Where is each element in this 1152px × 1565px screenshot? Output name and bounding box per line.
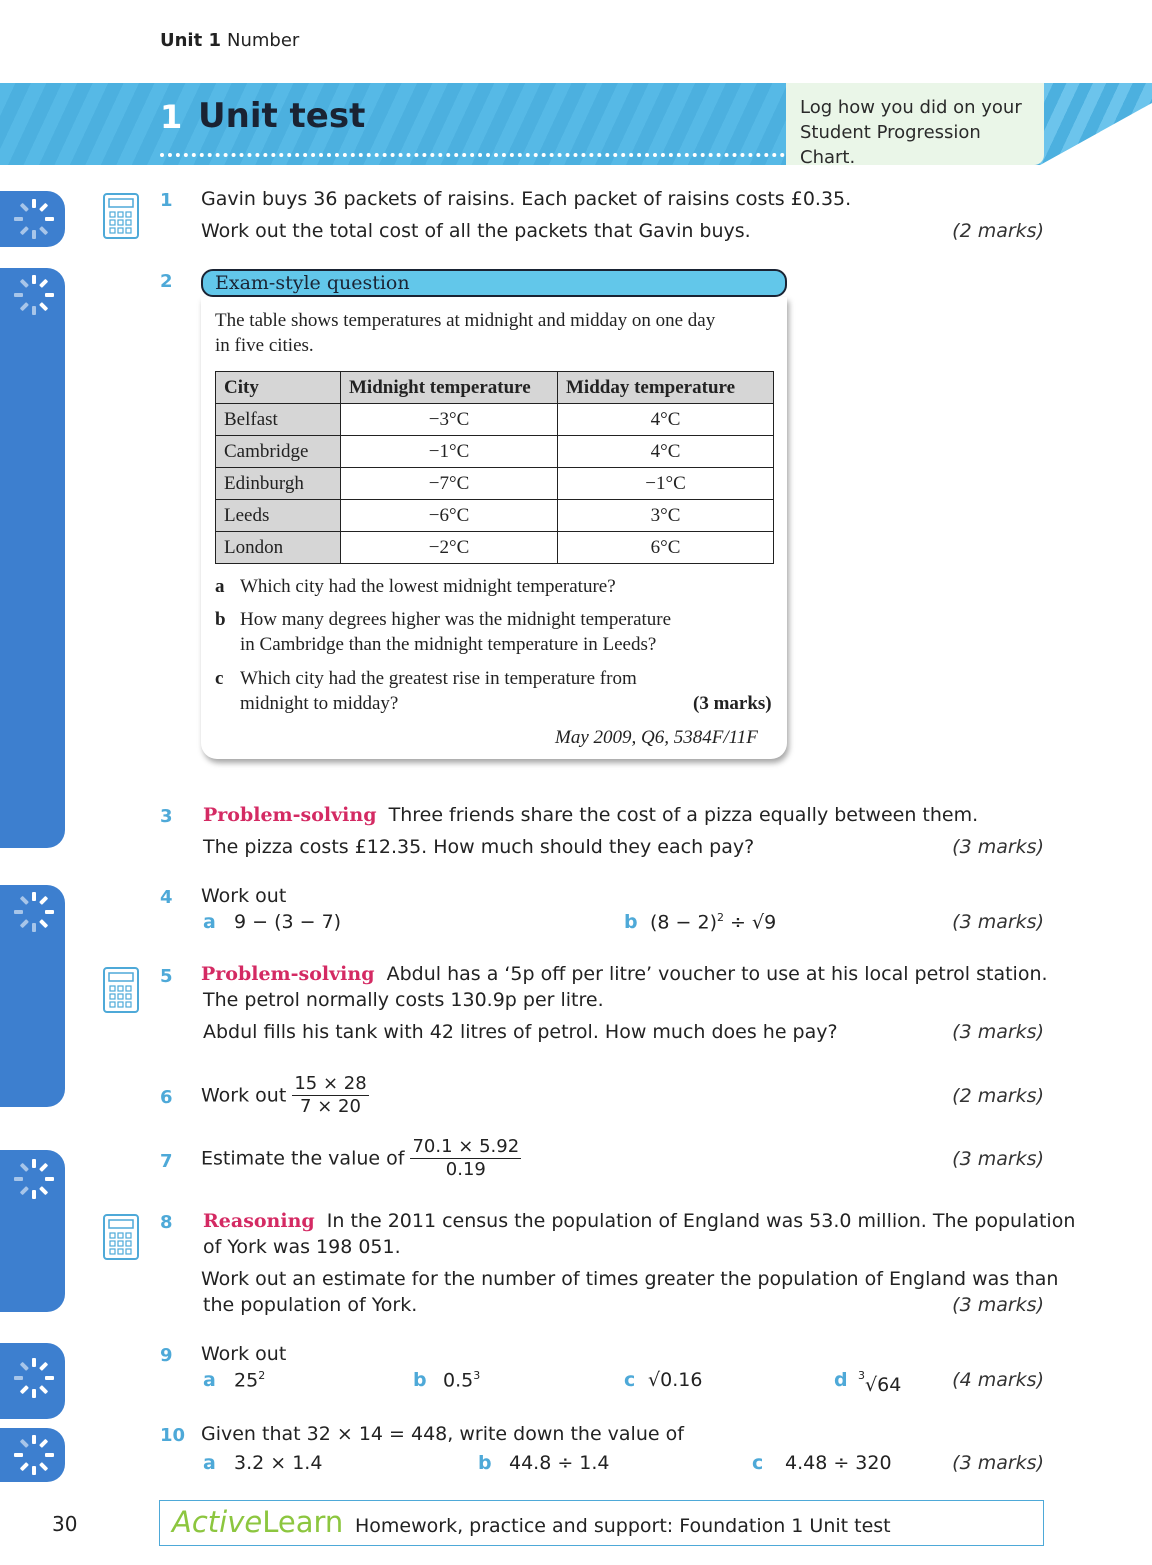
expression-base: 0.5 (443, 1369, 474, 1392)
marks-label: (3 marks) (952, 1294, 1044, 1316)
question-text: Which city had the lowest midnight temperature? (240, 576, 616, 597)
midnight-cell: −3°C (341, 404, 558, 436)
city-cell: Belfast (216, 404, 341, 436)
part-label: b (624, 911, 638, 933)
city-cell: Leeds (216, 500, 341, 532)
root-index: 3 (858, 1369, 865, 1382)
activelearn-text: Homework, practice and support: Foundation 1 Unit test (355, 1515, 891, 1537)
progress-spinner-icon (12, 1157, 56, 1201)
calculator-icon (103, 1214, 139, 1260)
exponent: 2 (258, 1369, 266, 1382)
table-row (216, 436, 774, 468)
question-text: Work out (201, 1343, 287, 1365)
midday-cell: 3°C (558, 500, 774, 532)
question-text: Work out an estimate for the number of times greater the population of England was than (201, 1268, 1059, 1290)
question-text: The pizza costs £12.35. How much should they each pay? (203, 836, 755, 858)
marks-label: (2 marks) (952, 1085, 1044, 1107)
question-text: in five cities. (215, 335, 314, 356)
question-text: Three friends share the cost of a pizza equally between them. (388, 804, 979, 826)
question-number: 2 (160, 271, 173, 292)
part-label: c (624, 1369, 636, 1391)
question-line (201, 1136, 521, 1181)
expression (443, 1369, 480, 1391)
midnight-cell: −1°C (341, 436, 558, 468)
question-text: Estimate the value of (201, 1147, 405, 1170)
midnight-cell: −7°C (341, 468, 558, 500)
table-header-row (216, 372, 774, 404)
city-cell: Cambridge (216, 436, 341, 468)
question-text: Abdul fills his tank with 42 litres of petrol. How much does he pay? (203, 1021, 838, 1043)
expression: √0.16 (648, 1369, 703, 1391)
denominator: 7 × 20 (300, 1096, 361, 1117)
fraction (410, 1136, 521, 1181)
question-line (203, 804, 978, 826)
running-head (160, 30, 299, 51)
question-text: midnight to midday? (240, 693, 399, 714)
expression-rest: ÷ √9 (724, 911, 777, 934)
reasoning-tag: Reasoning (203, 1210, 315, 1232)
midday-cell: 6°C (558, 532, 774, 564)
question-number: 3 (160, 806, 173, 827)
section-number: 1 (160, 98, 183, 136)
header-band-stripes (1040, 83, 1152, 165)
question-text: The table shows temperatures at midnight and midday on one day (215, 310, 716, 331)
difficulty-tab (0, 268, 65, 848)
activelearn-banner[interactable] (159, 1500, 1044, 1546)
city-cell: Edinburgh (216, 468, 341, 500)
city-cell: London (216, 532, 341, 564)
question-number: 7 (160, 1151, 173, 1172)
question-number: 9 (160, 1345, 173, 1366)
exponent: 2 (717, 911, 725, 924)
part-label: a (203, 1452, 216, 1474)
part-label: a (215, 576, 225, 597)
table-row (216, 404, 774, 436)
fraction (292, 1073, 368, 1118)
calculator-icon (103, 967, 139, 1013)
expression-base: √64 (865, 1374, 902, 1396)
question-text: The petrol normally costs 130.9p per litre. (203, 989, 604, 1011)
question-text: Abdul has a ‘5p off per litre’ voucher to use at his local petrol station. (386, 963, 1048, 985)
brand-learn: Learn (262, 1505, 344, 1539)
part-label: d (834, 1369, 848, 1391)
temperature-table (215, 371, 774, 564)
question-text: How many degrees higher was the midnight temperature (240, 609, 672, 630)
numerator: 70.1 × 5.92 (412, 1136, 520, 1157)
question-line (203, 1210, 1075, 1232)
page-title: Unit test (198, 96, 366, 136)
question-text: Given that 32 × 14 = 448, write down the value of (201, 1423, 684, 1445)
part-label: b (215, 609, 226, 630)
question-text: Work out the total cost of all the packets that Gavin buys. (201, 220, 751, 242)
expression-base: 25 (234, 1369, 259, 1392)
question-text: the population of York. (203, 1294, 418, 1316)
progress-spinner-icon (12, 1433, 56, 1477)
running-head-title: Number (227, 30, 300, 51)
marks-label: (4 marks) (952, 1369, 1044, 1391)
exponent: 3 (473, 1369, 481, 1382)
progress-spinner-icon (12, 1356, 56, 1400)
part-label: c (215, 668, 224, 689)
marks-label: (3 marks) (693, 693, 772, 714)
page-number: 30 (52, 1512, 78, 1536)
column-header: Midnight temperature (341, 372, 558, 404)
question-number: 5 (160, 966, 173, 987)
question-line (201, 1073, 369, 1118)
question-text: Work out (201, 885, 287, 907)
part-label: b (478, 1452, 492, 1474)
question-number: 6 (160, 1087, 173, 1108)
question-number: 1 (160, 190, 173, 211)
marks-label: (3 marks) (952, 1021, 1044, 1043)
midday-cell: 4°C (558, 436, 774, 468)
progress-spinner-icon (12, 197, 56, 241)
exam-question-heading: Exam-style question (201, 269, 787, 297)
expression (650, 911, 776, 933)
expression: 9 − (3 − 7) (234, 911, 342, 933)
problem-solving-tag: Problem-solving (203, 804, 377, 826)
progression-note: Log how you did on your Student Progression Chart. (786, 83, 1044, 165)
marks-label: (3 marks) (952, 911, 1044, 933)
midnight-cell: −2°C (341, 532, 558, 564)
midnight-cell: −6°C (341, 500, 558, 532)
dotted-divider (160, 153, 785, 157)
question-number: 4 (160, 887, 173, 908)
denominator: 0.19 (445, 1159, 486, 1180)
progress-spinner-icon (12, 890, 56, 934)
question-text: Which city had the greatest rise in temperature from (240, 668, 637, 689)
expression (234, 1369, 265, 1391)
marks-label: (3 marks) (952, 836, 1044, 858)
midday-cell: 4°C (558, 404, 774, 436)
part-label: c (752, 1452, 764, 1474)
question-line (201, 963, 1048, 985)
part-label: a (203, 911, 216, 933)
question-text: In the 2011 census the population of England was 53.0 million. The population (326, 1210, 1076, 1232)
question-text: in Cambridge than the midnight temperature in Leeds? (240, 634, 657, 655)
question-text: Gavin buys 36 packets of raisins. Each packet of raisins costs £0.35. (201, 188, 852, 210)
running-head-unit: Unit 1 (160, 30, 221, 51)
marks-label: (2 marks) (952, 220, 1044, 242)
question-number: 8 (160, 1212, 173, 1233)
expression: 3.2 × 1.4 (234, 1452, 323, 1474)
calculator-icon (103, 193, 139, 239)
activelearn-logo (172, 1505, 343, 1539)
question-text: Work out (201, 1084, 287, 1107)
brand-active: Active (172, 1505, 263, 1539)
question-text: of York was 198 051. (203, 1236, 401, 1258)
column-header: City (216, 372, 341, 404)
table-row (216, 468, 774, 500)
midday-cell: −1°C (558, 468, 774, 500)
expression: 44.8 ÷ 1.4 (509, 1452, 610, 1474)
table-row (216, 532, 774, 564)
progress-spinner-icon (12, 273, 56, 317)
numerator: 15 × 28 (294, 1073, 367, 1094)
part-label: b (413, 1369, 427, 1391)
column-header: Midday temperature (558, 372, 774, 404)
marks-label: (3 marks) (952, 1148, 1044, 1170)
part-label: a (203, 1369, 216, 1391)
expression: 4.48 ÷ 320 (785, 1452, 892, 1474)
expression (858, 1369, 901, 1396)
marks-label: (3 marks) (952, 1452, 1044, 1474)
question-number: 10 (160, 1425, 186, 1446)
source-reference: May 2009, Q6, 5384F/11F (555, 727, 758, 748)
table-row (216, 500, 774, 532)
expression-base: (8 − 2) (650, 911, 718, 934)
problem-solving-tag: Problem-solving (201, 963, 375, 985)
